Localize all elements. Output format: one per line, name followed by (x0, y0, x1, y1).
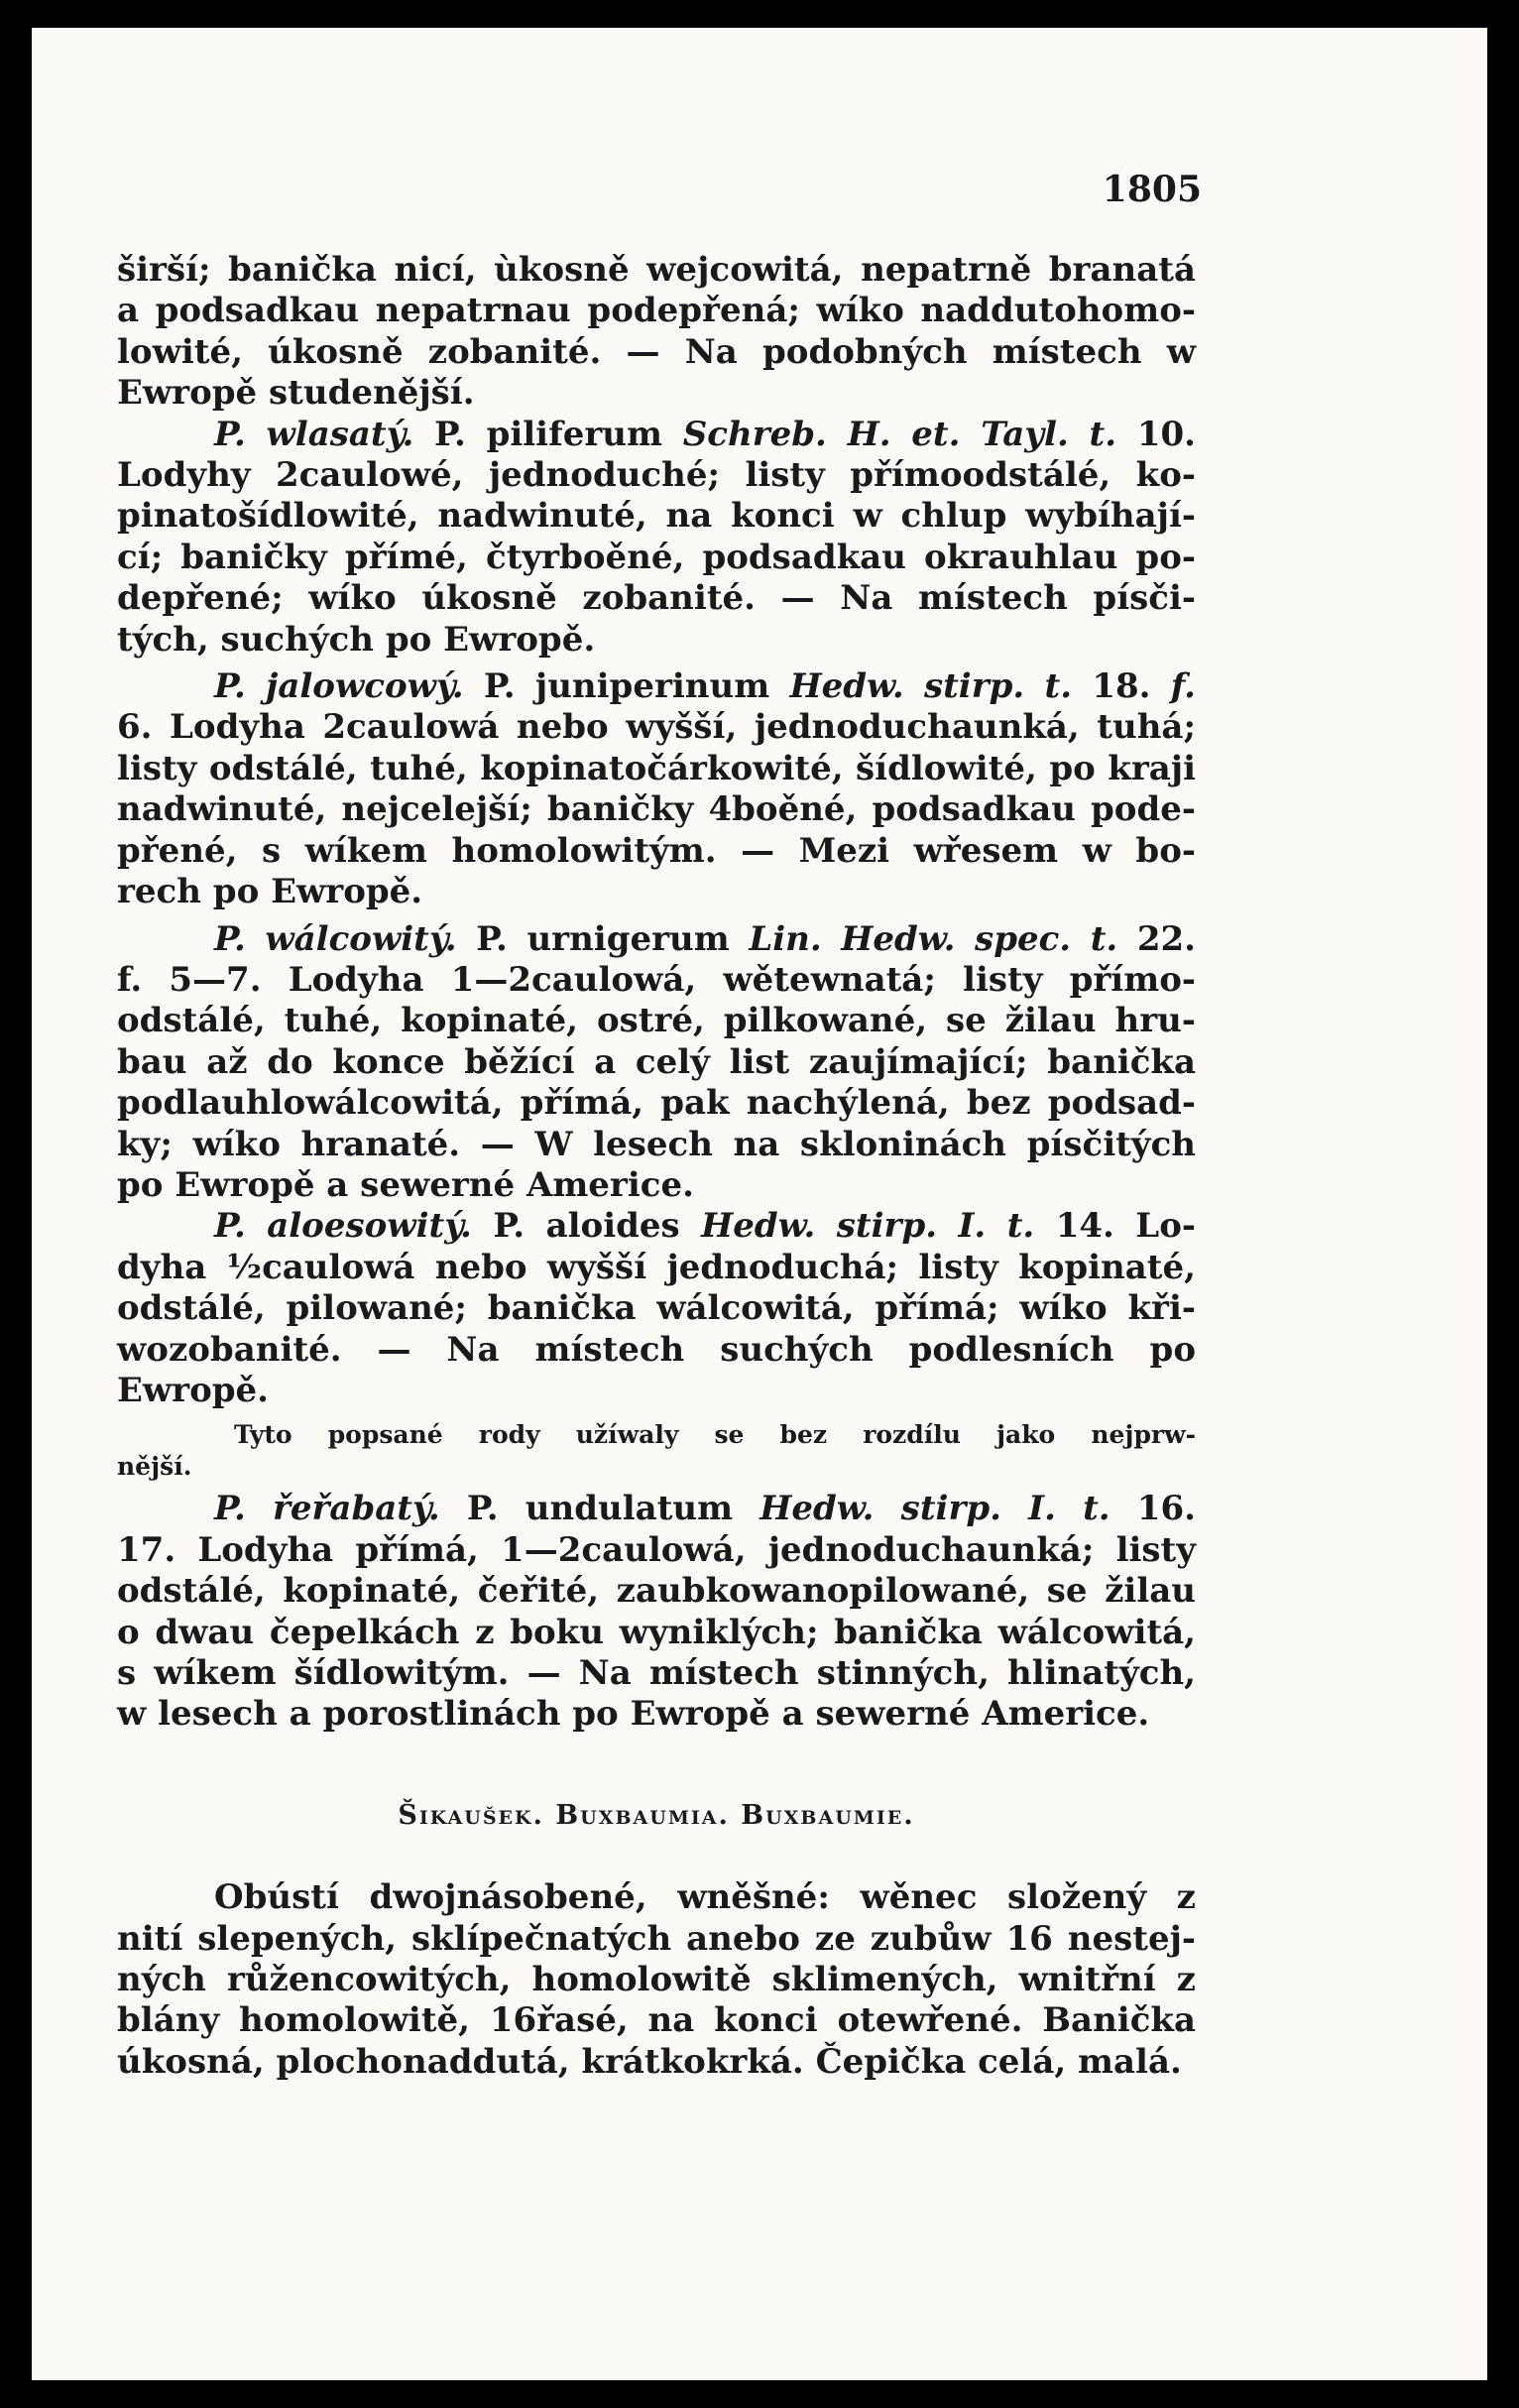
latin-name: P. urnigerum (456, 918, 750, 959)
text-line: cí; baničky přímé, čtyrboěné, podsadkau okrauhlau po- (117, 537, 1196, 577)
text-line: 17. Lodyha přímá, 1—2caulowá, jednoduchaunká; listy (117, 1529, 1196, 1570)
text-line: přené, s wíkem homolowitým. — Mezi wřesem w bo- (117, 830, 1196, 871)
genus-heading: Šikaušek. Buxbaumia. Buxbaumie. (398, 1799, 915, 1831)
text-line: o dwau čepelkách z boku wyniklých; banička wálcowitá, (117, 1612, 1196, 1652)
species-entry-wlasaty (117, 415, 1196, 661)
text-line: s wíkem šídlowitým. — Na místech stinných, hlinatých, (117, 1653, 1196, 1693)
reference-number: 16. (1110, 1489, 1196, 1529)
text-line: odstálé, pilowané; banička wálcowitá, přímá; wíko kři- (117, 1288, 1196, 1329)
species-entry-aloesowity (117, 1206, 1196, 1411)
latin-name: P. piliferum (413, 414, 683, 454)
text-line: wozobanité. — Na místech suchých podlesních po (117, 1329, 1196, 1370)
latin-name: P. aloides (471, 1206, 702, 1247)
body-text (117, 250, 1196, 2083)
reference: Hedw. stirp. I. t. (760, 1489, 1110, 1529)
text-line: lowité, úkosně zobanité. — Na podobných místech w (117, 331, 1196, 372)
species-name: P. wálcowitý. (214, 918, 457, 959)
reference-number: 22. (1117, 918, 1196, 959)
entry-header (117, 1489, 1196, 1529)
text-line: po Ewropě a sewerné Americe. (117, 1164, 694, 1205)
species-name: P. aloesowitý. (214, 1206, 472, 1247)
text-line: f. 5—7. Lodyha 1—2caulowá, wětewnatá; listy přímo- (117, 959, 1196, 1000)
text-line: pinatošídlowité, nadwinuté, na konci w chlup wybíhají- (117, 496, 1196, 537)
text-line: listy odstálé, tuhé, kopinatočárkowité, šídlowité, po kraji (117, 748, 1196, 788)
text-line: odstálé, tuhé, kopinaté, ostré, pilkowané, se žilau hru- (117, 1001, 1196, 1041)
text-line: 6. Lodyha 2caulowá nebo wyšší, jednoduchaunká, tuhá; (117, 707, 1196, 748)
text-line: a podsadkau nepatrnau podepřená; wíko naddutohomo- (117, 291, 1196, 331)
species-name: P. jalowcowý. (214, 666, 464, 707)
reference-number: 10. (1116, 414, 1196, 454)
text-line: blány homolowitě, 16řasé, na konci otewřené. Banička (117, 2000, 1196, 2041)
note-line: Tyto popsané rody užíwaly se bez rozdílu jako nejprw- (234, 1420, 1196, 1450)
entry-header (117, 919, 1196, 960)
note-line: nější. (117, 1452, 192, 1482)
book-page (32, 28, 1487, 2380)
text-line: rech po Ewropě. (117, 872, 423, 912)
text-line: Obústí dwojnásobené, wněšné: wěnec složený z (214, 1877, 1196, 1918)
text-line: úkosná, plochonaddutá, krátkokrká. Čepička celá, malá. (117, 2041, 1182, 2082)
reference-number: 14. Lo- (1034, 1206, 1196, 1247)
reference: Schreb. H. et. Tayl. t. (682, 414, 1117, 454)
note (117, 1419, 1196, 1483)
figure-ref: f. (1170, 666, 1196, 707)
entry-header (117, 666, 1196, 707)
page-number: 1805 (1102, 169, 1202, 210)
reference: Lin. Hedw. spec. t. (749, 918, 1118, 959)
text-line: nadwinuté, nejcelejší; baničky 4boěné, podsadkau pode- (117, 789, 1196, 830)
genus-description (117, 1877, 1196, 2083)
entry-header (117, 1206, 1196, 1247)
text-line: Lodyhy 2caulowé, jednoduché; listy přímoodstálé, ko- (117, 455, 1196, 496)
entry-header (117, 415, 1196, 455)
text-line: bau až do konce běžící a celý list zaujímající; banička (117, 1041, 1196, 1082)
text-line: odstálé, kopinaté, čeřité, zaubkowanopilowané, se žilau (117, 1571, 1196, 1612)
text-line: nití slepených, sklípečnatých anebo ze zubůw 16 nestej- (117, 1918, 1196, 1959)
species-entry-walcowity (117, 919, 1196, 1207)
text-line: ky; wíko hranaté. — W lesech na skloninách písčitých (117, 1124, 1196, 1164)
text-line: dyha ½caulowá nebo wyšší jednoduchá; listy kopinaté, (117, 1247, 1196, 1287)
text-line: depřené; wíko úkosně zobanité. — Na místech písči- (117, 578, 1196, 619)
species-name: P. wlasatý. (214, 414, 414, 454)
text-line: ných růžencowitých, homolowitě sklimených, wnitřní z (117, 1960, 1196, 2000)
text-line: podlauhlowálcowitá, přímá, pak nachýlená, bez podsad- (117, 1083, 1196, 1124)
text-line: Ewropě. (117, 1370, 270, 1410)
latin-name: P. juniperinum (463, 666, 790, 707)
species-entry-rerabaty (117, 1489, 1196, 1735)
text-line: Ewropě studenější. (117, 373, 475, 414)
paragraph-continuation (117, 250, 1196, 415)
text-line: w lesech a porostlinách po Ewropě a sewerné Americe. (117, 1694, 1150, 1735)
reference: Hedw. stirp. I. t. (701, 1206, 1035, 1247)
species-name: P. řeřabatý. (214, 1489, 440, 1529)
reference-number: 18. (1072, 666, 1171, 707)
reference: Hedw. stirp. t. (789, 666, 1073, 707)
latin-name: P. undulatum (439, 1489, 760, 1529)
text-line: širší; banička nicí, ùkosně wejcowitá, nepatrně branatá (117, 250, 1196, 290)
species-entry-jalowcowy (117, 666, 1196, 912)
text-line: tých, suchých po Ewropě. (117, 619, 596, 660)
